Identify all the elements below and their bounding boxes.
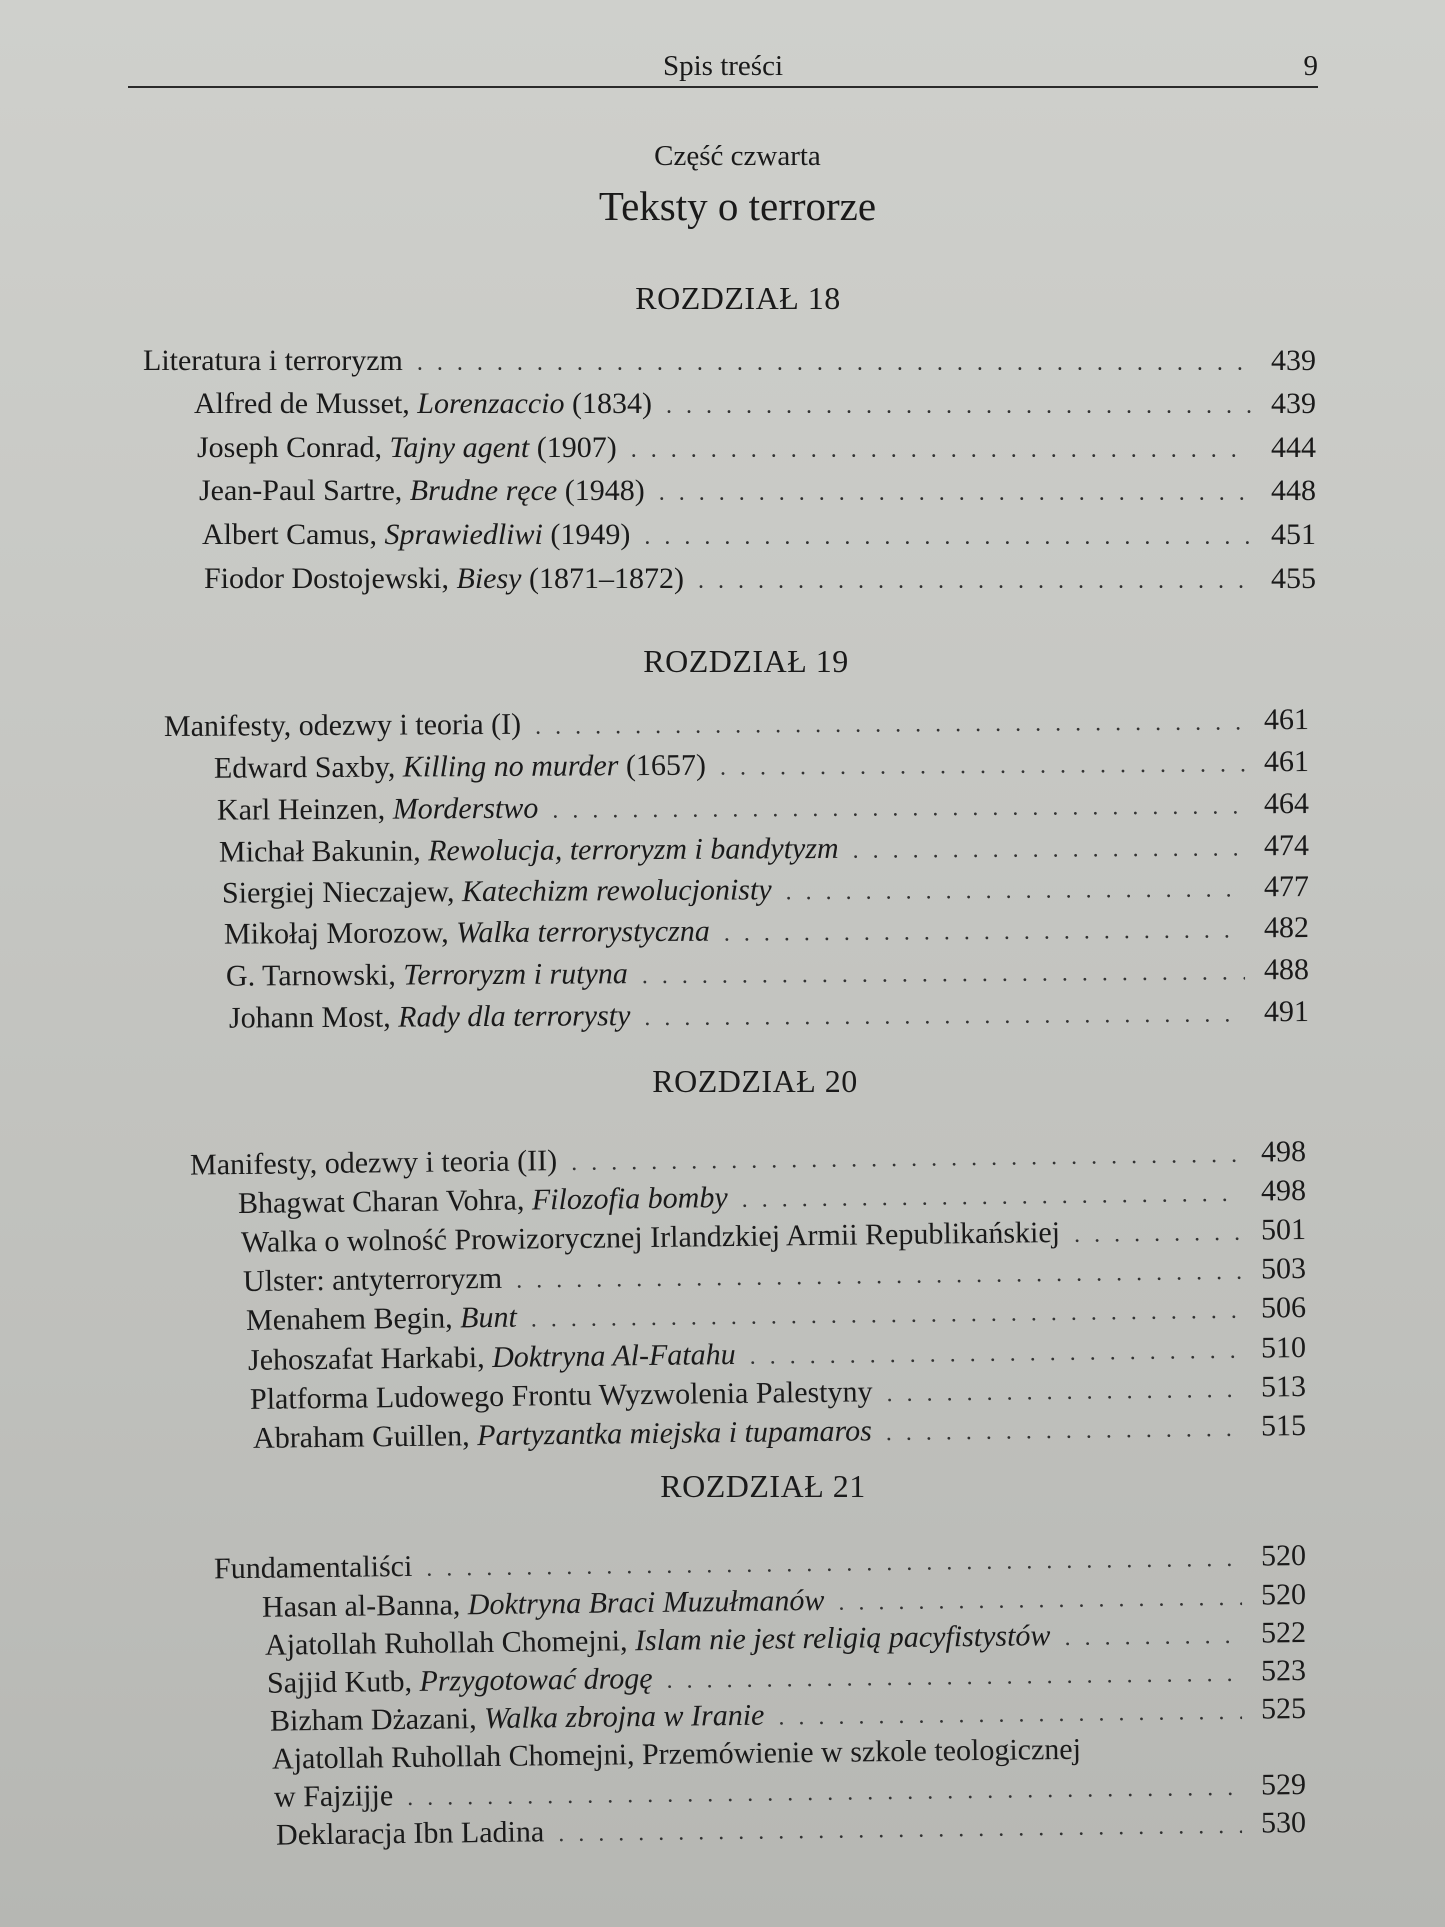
toc-entry-label [238, 1181, 728, 1221]
dot-leader [644, 524, 1252, 551]
entry-page-number: 498 [1260, 1135, 1307, 1169]
entry-work-title: Walka zbrojna w Iranie [483, 1698, 765, 1736]
entry-work-title: Rewolucja, terroryzm i bandytyzm [428, 831, 839, 868]
entry-page-number: 488 [1263, 953, 1310, 987]
dot-leader [644, 1001, 1245, 1032]
entry-page-number: 444 [1271, 431, 1316, 464]
entry-work-title: Bunt [459, 1300, 518, 1335]
toc-entry [219, 829, 1309, 876]
toc-entry [197, 431, 1316, 471]
entry-page-number: 455 [1271, 562, 1316, 595]
entry-page-number: 520 [1260, 1578, 1307, 1612]
toc-entry-label [229, 999, 631, 1035]
entry-page-number: 525 [1260, 1692, 1307, 1726]
entry-author: Bizham Dżazani, [269, 1702, 485, 1738]
entry-page-number: 530 [1260, 1806, 1307, 1840]
entry-author: Albert Camus, [202, 518, 385, 551]
entry-page-number: 522 [1260, 1616, 1307, 1650]
entry-author: Abraham Guillen, [252, 1419, 478, 1455]
entry-page-number: 477 [1263, 870, 1310, 904]
entry-author: Alfred de Musset, [194, 387, 418, 420]
entry-year: (1834) [564, 387, 652, 420]
toc-entry-label [262, 1584, 825, 1625]
dot-leader [838, 1585, 1242, 1617]
entry-author: Walka o wolność Prowizorycznej Irlandzkiej Armii Republikańskiej [240, 1216, 1061, 1260]
entry-page-number: 448 [1271, 474, 1316, 507]
entry-work-title: Partyzantka miejska i tupamaros [476, 1414, 872, 1453]
entry-author: Edward Saxby, [213, 750, 403, 785]
toc-entry [204, 562, 1316, 602]
dot-leader [666, 393, 1252, 420]
entry-page-number: 439 [1271, 344, 1316, 377]
toc-entry [217, 787, 1309, 834]
entry-page-number: 520 [1260, 1539, 1307, 1573]
entry-author: Ajatollah Ruhollah Chomejni, [264, 1624, 636, 1662]
entry-author: Fundamentaliści [213, 1549, 413, 1586]
toc-entry-label [219, 832, 839, 870]
entry-year: (1657) [618, 748, 707, 783]
toc-entry-label [197, 431, 617, 465]
toc-entry [222, 870, 1309, 917]
toc-entry-label [199, 474, 645, 508]
chapter-heading: ROZDZIAŁ 18 [635, 280, 841, 316]
toc-entry-label [217, 792, 539, 828]
entry-page-number: 474 [1263, 829, 1310, 863]
dot-leader [750, 1338, 1243, 1371]
entry-author: Mikołaj Morozow, [223, 916, 457, 951]
entry-author: Siergiej Nieczajew, [221, 875, 463, 910]
entry-author: Platforma Ludowego Frontu Wyzwolenia Palestyny [249, 1375, 873, 1416]
dot-leader [407, 1775, 1242, 1812]
dot-leader [742, 1181, 1243, 1214]
entry-work-title: Tajny agent [389, 431, 530, 464]
entry-author: Joseph Conrad, [197, 431, 390, 464]
dot-leader [659, 480, 1252, 507]
toc-entry-label [222, 873, 772, 910]
entry-page-number: 439 [1271, 387, 1316, 420]
toc-entry-label [246, 1301, 517, 1338]
entry-author: Bhagwat Charan Vohra, [237, 1183, 533, 1221]
part-label: Część czwarta [654, 140, 821, 172]
entry-page-number: 451 [1271, 518, 1316, 551]
chapter-heading: ROZDZIAŁ 20 [652, 1063, 858, 1099]
dot-leader [886, 1416, 1243, 1447]
toc-entry-label [214, 749, 706, 786]
entry-work-title: Killing no murder [402, 749, 619, 784]
toc-entry [194, 387, 1316, 427]
entry-work-title: Filozofia bomby [531, 1181, 728, 1217]
entry-author: Ajatollah Ruhollah Chomejni, Przemówienie w szkole teologicznej [271, 1732, 1082, 1776]
toc-entry [229, 995, 1309, 1042]
entry-author: Menahem Begin, [245, 1301, 461, 1337]
running-head-title: Spis treści [662, 50, 784, 82]
entry-author: Jehoszafat Harkabi, [247, 1340, 493, 1377]
dot-leader [531, 1298, 1242, 1334]
toc-entry-label [267, 1662, 653, 1701]
entry-year: (1948) [557, 474, 645, 507]
dot-leader [552, 793, 1245, 824]
entry-work-title: Brudne ręce [409, 474, 558, 507]
toc-entry [226, 953, 1309, 1000]
entry-author: Jean-Paul Sartre, [199, 474, 410, 507]
dot-leader [886, 1377, 1242, 1408]
toc-entry [199, 474, 1316, 514]
entry-work-title: Islam nie jest religią pacyfistystów [634, 1619, 1051, 1658]
dot-leader [426, 1546, 1242, 1583]
dot-leader [786, 876, 1246, 906]
running-head [128, 44, 1318, 88]
dot-leader [698, 568, 1252, 595]
entry-author: Ulster: antyterroryzm [242, 1261, 503, 1298]
chapter-heading: ROZDZIAŁ 21 [660, 1468, 866, 1504]
entry-page-number: 503 [1260, 1252, 1307, 1286]
dot-leader [535, 709, 1245, 740]
entry-page-number: 529 [1260, 1768, 1307, 1802]
entry-page-number: 515 [1260, 1409, 1307, 1443]
entry-year: (1907) [529, 431, 617, 464]
entry-work-title: Walka terrorystyczna [456, 914, 710, 950]
toc-entry-label [204, 562, 684, 596]
toc-entry-label [243, 1262, 502, 1299]
entry-work-title: Przygotować drogę [419, 1661, 653, 1698]
entry-author: Karl Heinzen, [216, 792, 393, 827]
entry-page-number: 461 [1263, 703, 1310, 737]
toc-entry-label [270, 1699, 765, 1739]
dot-leader [778, 1699, 1242, 1732]
dot-leader [666, 1661, 1242, 1695]
toc-entry-label [194, 387, 652, 421]
entry-author: Sajjid Kutb, [266, 1664, 420, 1700]
toc-entry-label [143, 344, 403, 378]
toc-entry-label [224, 915, 710, 952]
dot-leader [724, 917, 1245, 947]
toc-entry-label [214, 1550, 413, 1586]
toc-entry-label [226, 957, 628, 993]
entry-page-number: 523 [1260, 1654, 1307, 1688]
entry-author: Manifesty, odezwy i teoria (II) [189, 1144, 558, 1182]
entry-work-title: Lorenzaccio [417, 387, 565, 420]
dot-leader [631, 437, 1252, 464]
entry-author: Johann Most, [228, 1000, 399, 1035]
entry-work-title: Doktryna Braci Muzułmanów [467, 1583, 825, 1622]
entry-page-number: 498 [1260, 1174, 1307, 1208]
toc-entry-label [190, 1144, 557, 1182]
toc-entry [214, 745, 1309, 792]
toc-entry-label [164, 708, 521, 744]
toc-entry-label [250, 1375, 873, 1417]
dot-leader [516, 1259, 1242, 1295]
entry-work-title: Biesy [456, 562, 522, 595]
toc-entry-label [276, 1815, 545, 1852]
toc-entry-label [202, 518, 630, 552]
entry-page-number: 510 [1260, 1331, 1307, 1365]
entry-page-number: 482 [1263, 911, 1310, 945]
entry-author: w Fajzijje [273, 1779, 394, 1814]
dot-leader [1064, 1623, 1242, 1652]
entry-page-number: 491 [1263, 995, 1310, 1029]
entry-author: Deklaracja Ibn Ladina [275, 1815, 545, 1852]
entry-work-title: Sprawiedliwi [384, 518, 543, 551]
entry-work-title: Rady dla terrorysty [398, 999, 631, 1034]
toc-entry [143, 344, 1316, 384]
toc-entry-label [248, 1338, 736, 1378]
dot-leader [571, 1142, 1242, 1177]
entry-work-title: Terroryzm i rutyna [403, 957, 628, 992]
entry-page-number: 461 [1263, 745, 1310, 779]
entry-year: (1949) [542, 518, 631, 551]
toc-entry [164, 703, 1309, 750]
dot-leader [642, 959, 1245, 990]
toc-entry-label [253, 1414, 872, 1456]
entry-page-number: 513 [1260, 1370, 1307, 1404]
toc-entry-label [274, 1779, 394, 1814]
dot-leader [558, 1813, 1242, 1848]
dot-leader [417, 350, 1252, 377]
entry-author: Literatura i terroryzm [143, 344, 403, 377]
entry-work-title: Doktryna Al-Fatahu [491, 1337, 736, 1374]
entry-author: G. Tarnowski, [225, 958, 404, 993]
part-title: Teksty o terrorze [598, 183, 877, 229]
entry-author: Michał Bakunin, [218, 834, 429, 869]
dot-leader [853, 835, 1246, 864]
entry-author: Hasan al-Banna, [261, 1588, 468, 1624]
page-number: 9 [1303, 50, 1318, 82]
entry-page-number: 501 [1260, 1213, 1307, 1247]
entry-author: Fiodor Dostojewski, [204, 562, 457, 595]
entry-year: (1871–1872) [521, 562, 684, 595]
chapter-heading: ROZDZIAŁ 19 [643, 643, 849, 679]
toc-entry [224, 911, 1309, 958]
entry-author: Manifesty, odezwy i teoria (I) [163, 707, 522, 743]
entry-work-title: Morderstwo [392, 791, 539, 826]
dot-leader [1074, 1220, 1242, 1249]
entry-page-number: 506 [1260, 1291, 1307, 1325]
entry-work-title: Katechizm rewolucjonisty [461, 873, 772, 909]
toc-entry [202, 518, 1316, 558]
dot-leader [720, 751, 1245, 781]
entry-page-number: 464 [1263, 787, 1310, 821]
